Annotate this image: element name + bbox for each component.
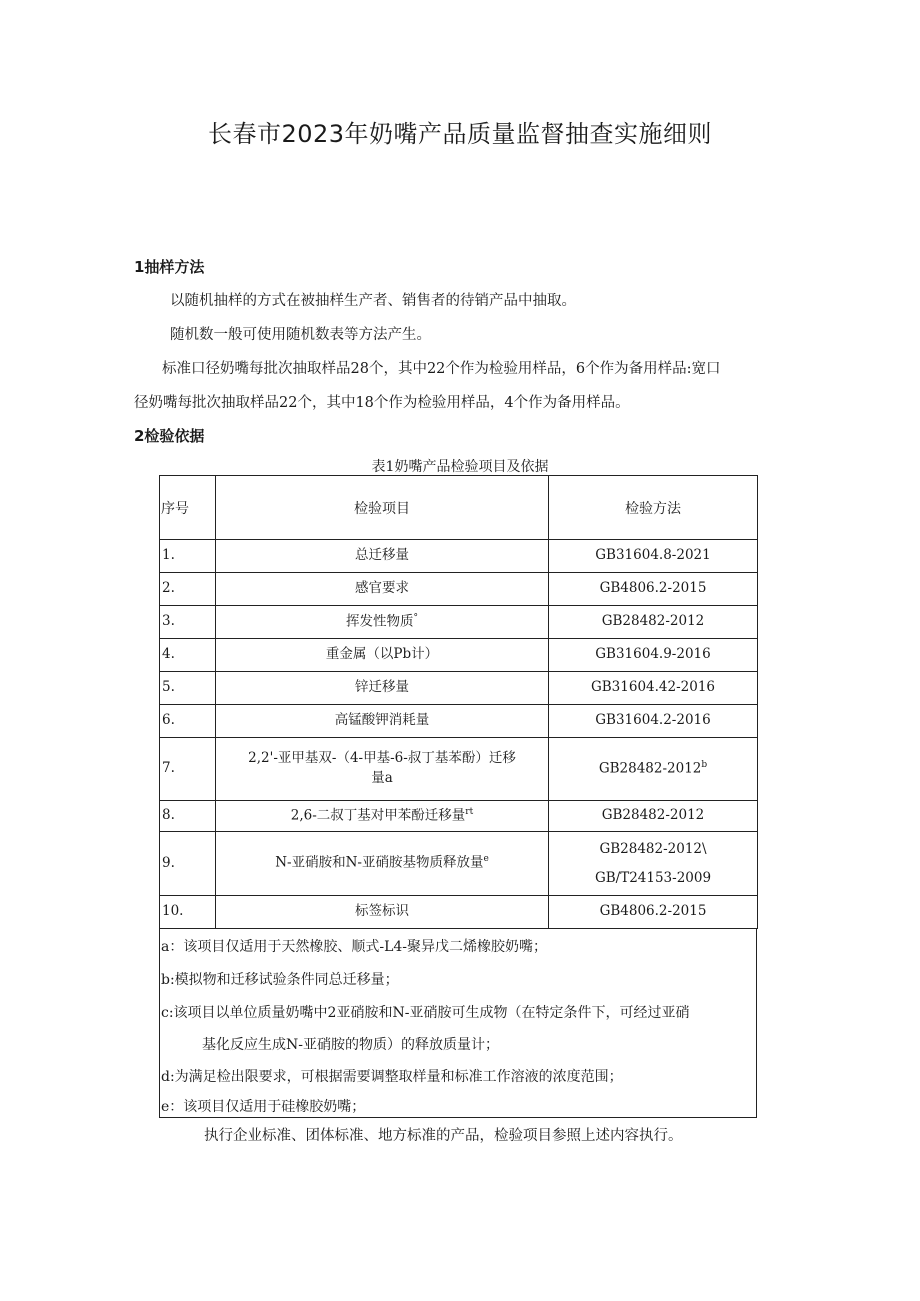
paragraph-sampling-method: 以随机抽样的方式在被抽样生产者、销售者的待销产品中抽取。 <box>170 293 576 309</box>
table-row <box>160 606 758 639</box>
row-method-cell <box>549 738 758 801</box>
row-method: GB31604.8-2021 <box>549 540 758 573</box>
row-item: 2,6-二叔丁基对甲苯酚迁移量 <box>290 807 466 824</box>
inspection-items-table <box>159 475 758 929</box>
row-method-continued: GB/T24153-2009 <box>594 869 712 886</box>
row-method: GB28482-2012 <box>598 760 702 777</box>
table-row <box>160 639 758 672</box>
row-item: 高锰酸钾消耗量 <box>216 705 549 738</box>
row-number: 8. <box>160 801 216 832</box>
row-number: 9. <box>160 832 216 896</box>
row-item-continued: 量a <box>371 770 393 786</box>
row-number: 10. <box>160 896 216 929</box>
note-a: a：该项目仅适用于天然橡胶、顺式-L4-聚异戊二烯橡胶奶嘴； <box>161 939 548 955</box>
row-method: GB28482-2012 <box>549 801 758 832</box>
row-number: 3. <box>160 606 216 639</box>
row-item-cell <box>216 738 549 801</box>
footnote-marker: e <box>483 854 489 865</box>
row-item: 锌迁移量 <box>216 672 549 705</box>
row-item: 感官要求 <box>216 573 549 606</box>
table-row <box>160 672 758 705</box>
table-header-row <box>160 476 758 540</box>
note-c-line1: c:该项目以单位质量奶嘴中2亚硝胺和N-亚硝胺可生成物（在特定条件下，可经过亚硝 <box>161 1005 690 1021</box>
table-row <box>160 896 758 929</box>
row-number: 2. <box>160 573 216 606</box>
row-method-cell <box>549 832 758 896</box>
row-method: GB31604.9-2016 <box>549 639 758 672</box>
column-header-item: 检验项目 <box>216 476 549 540</box>
row-number: 1. <box>160 540 216 573</box>
table-row <box>160 573 758 606</box>
footnote-marker: rt <box>465 806 474 817</box>
closing-paragraph: 执行企业标准、团体标准、地方标准的产品，检验项目参照上述内容执行。 <box>204 1128 683 1144</box>
table-row <box>160 705 758 738</box>
row-item: 重金属（以Pb计） <box>216 639 549 672</box>
note-e: e：该项目仅适用于硅橡胶奶嘴； <box>161 1099 366 1115</box>
row-number: 5. <box>160 672 216 705</box>
row-method: GB28482-2012 <box>549 606 758 639</box>
row-method: GB31604.42-2016 <box>549 672 758 705</box>
column-header-method: 检验方法 <box>549 476 758 540</box>
table-row <box>160 540 758 573</box>
footnote-marker: ° <box>413 612 418 623</box>
column-header-number: 序号 <box>160 476 216 540</box>
footnote-marker: b <box>701 759 708 770</box>
note-b: b:模拟物和迁移试验条件同总迁移量； <box>161 972 399 988</box>
row-method: GB28482-2012\ <box>599 841 707 858</box>
row-item: 总迁移量 <box>216 540 549 573</box>
row-item-cell <box>216 606 549 639</box>
row-item: 挥发性物质 <box>346 613 414 630</box>
section-1-heading: 1抽样方法 <box>134 258 205 276</box>
table-row <box>160 801 758 832</box>
row-number: 7. <box>160 738 216 801</box>
row-number: 6. <box>160 705 216 738</box>
row-method: GB31604.2-2016 <box>549 705 758 738</box>
section-2-heading: 2检验依据 <box>134 427 205 445</box>
row-item-cell <box>216 801 549 832</box>
note-c-line2: 基化反应生成N-亚硝胺的物质）的释放质量计； <box>202 1037 499 1053</box>
table-caption: 表1奶嘴产品检验项目及依据 <box>371 459 549 475</box>
table-row <box>160 738 758 801</box>
row-method: GB4806.2-2015 <box>549 896 758 929</box>
row-method: GB4806.2-2015 <box>549 573 758 606</box>
document-title: 长春市2023年奶嘴产品质量监督抽查实施细则 <box>207 120 713 148</box>
paragraph-sample-quantity-line2: 径奶嘴每批次抽取样品22个，其中18个作为检验用样品，4个作为备用样品。 <box>134 395 630 411</box>
row-number: 4. <box>160 639 216 672</box>
row-item: 标签标识 <box>216 896 549 929</box>
paragraph-sample-quantity-line1: 标准口径奶嘴每批次抽取样品28个，其中22个作为检验用样品，6个作为备用样品:宽口 <box>162 361 721 377</box>
table-row <box>160 832 758 896</box>
row-item: 2,2'-亚甲基双-（4-甲基-6-叔丁基苯酚）迁移 <box>248 750 516 767</box>
row-item: N-亚硝胺和N-亚硝胺基物质释放量 <box>275 854 484 871</box>
note-d: d:为满足检出限要求，可根据需要调整取样量和标准工作溶液的浓度范围； <box>161 1069 623 1085</box>
table-notes <box>159 929 757 1118</box>
row-item-cell <box>216 832 549 896</box>
paragraph-random-number: 随机数一般可使用随机数表等方法产生。 <box>170 327 431 343</box>
